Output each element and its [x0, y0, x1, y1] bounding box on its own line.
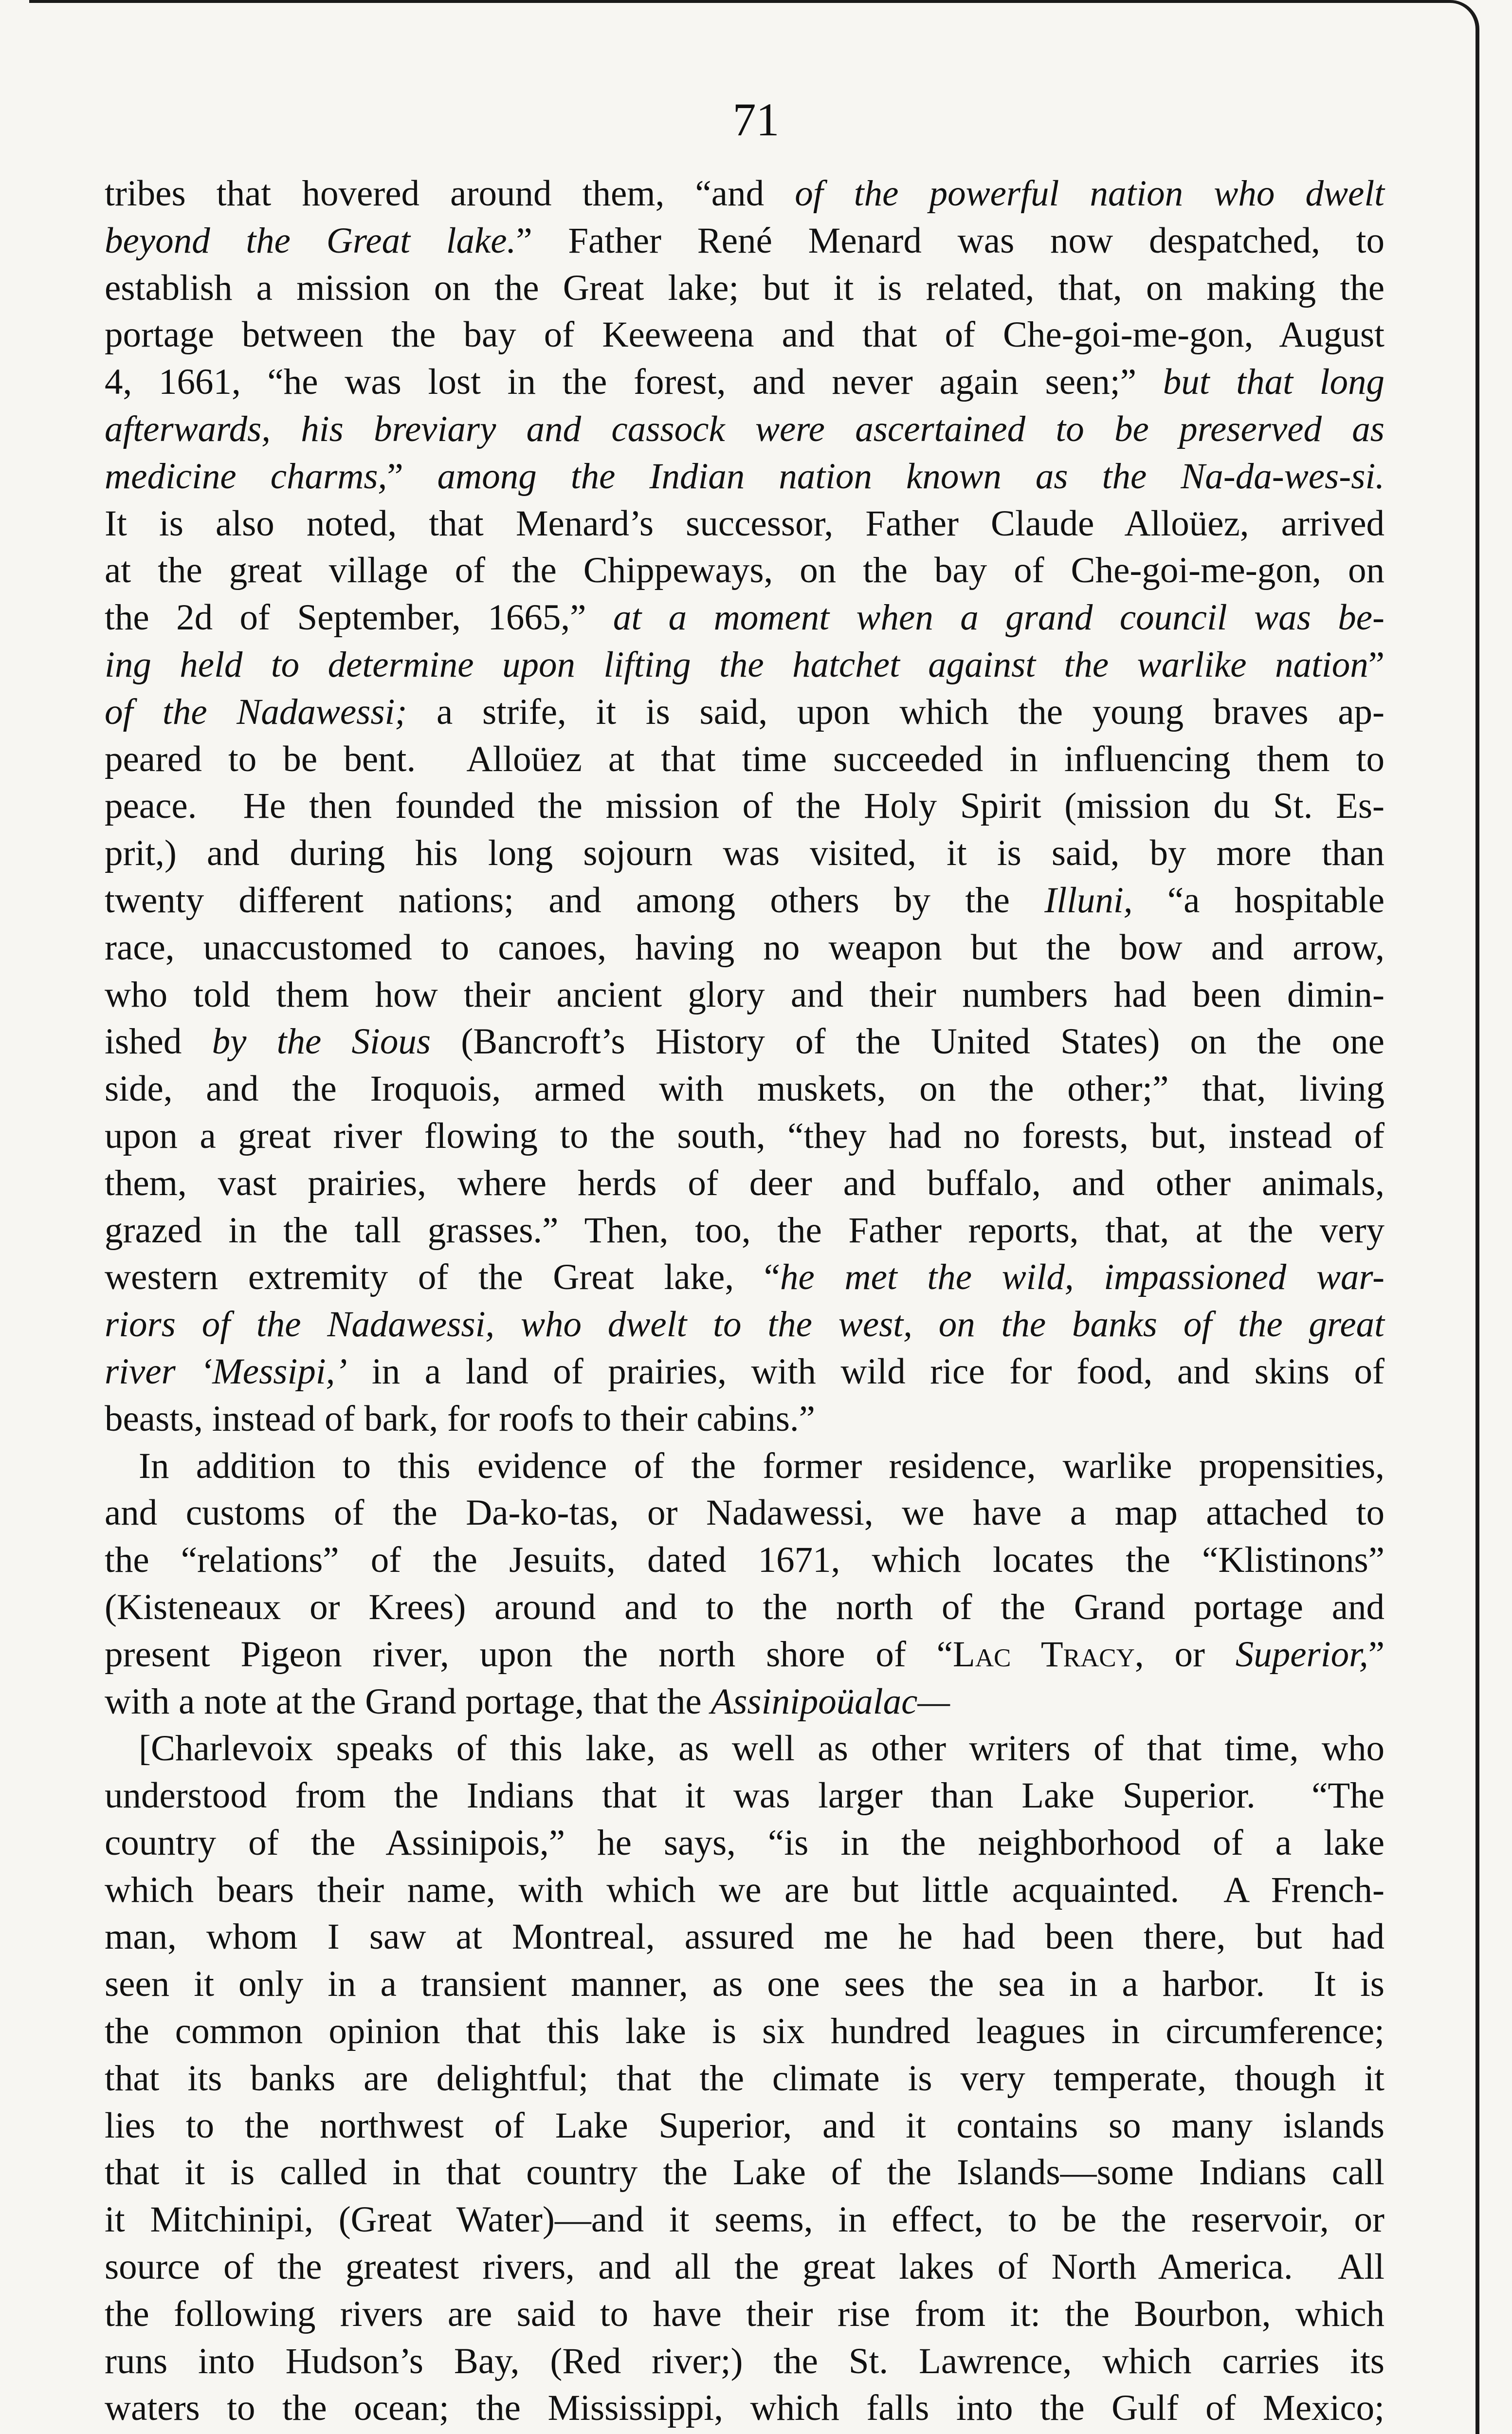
- text-line: [105, 642, 1384, 689]
- text-run: 4, 1661, “he was lost in the forest, and never again seen;”: [105, 362, 1163, 403]
- text-run: that it is called in that country the Lake of the Islands—some Indians call: [105, 2152, 1384, 2193]
- text-run: at the great village of the Chippeways, on the bay of Che-goi-me-gon, on: [105, 550, 1384, 591]
- text-run: understood from the Indians that it was larger than Lake Superior. “The: [105, 1775, 1384, 1816]
- text-run: seen it only in a transient manner, as one sees the sea in a harbor. It is: [105, 1964, 1384, 2005]
- body-text: [105, 170, 1384, 2434]
- text-run: the common opinion that this lake is six hundred leagues in circumference;: [105, 2011, 1384, 2052]
- text-run: ished: [105, 1021, 212, 1062]
- text-line: [105, 1772, 1384, 1820]
- text-run: peace. He then founded the mission of the Holy Spirit (mission du St. Es-: [105, 786, 1384, 827]
- text-line: [105, 2385, 1384, 2432]
- paragraph: [105, 1725, 1384, 2434]
- text-line: [105, 359, 1384, 406]
- text-run: them, vast prairies, where herds of deer and buffalo, and other animals,: [105, 1162, 1384, 1203]
- paragraph: [105, 170, 1384, 1443]
- text-run: peared to be bent. Alloüez at that time succeeded in influencing them to: [105, 738, 1384, 779]
- text-line: [105, 1301, 1384, 1348]
- italic-text: at a moment when a grand council was be-: [613, 597, 1384, 638]
- text-line: [105, 924, 1384, 972]
- text-run: prit,) and during his long sojourn was visited, it is said, by more than: [105, 833, 1384, 874]
- text-run: side, and the Iroquois, armed with muskets, on the other;” that, living: [105, 1069, 1384, 1109]
- text-line: [105, 453, 1384, 500]
- text-run: ”: [1368, 644, 1384, 685]
- text-run: beasts, instead of bark, for roofs to their cabins.”: [105, 1398, 815, 1439]
- text-line: [105, 877, 1384, 924]
- text-line: [105, 1490, 1384, 1537]
- text-run: the 2d of September, 1665,”: [105, 597, 613, 638]
- text-run: [Charlevoix speaks of this lake, as well as other writers of that time, who: [139, 1728, 1384, 1769]
- text-run: country of the Assinipois,” he says, “is in the neighborhood of a lake: [105, 1822, 1384, 1863]
- text-run: It is also noted, that Menard’s successor, Father Claude Alloüez, arrived: [105, 503, 1384, 544]
- text-line: [105, 830, 1384, 877]
- text-line: [105, 1820, 1384, 1867]
- text-run: man, whom I saw at Montreal, assured me he had been there, but had: [105, 1917, 1384, 1957]
- italic-text: afterwards, his breviary and cassock were ascertained to be preserved as: [105, 408, 1384, 449]
- text-run: lies to the northwest of Lake Superior, and it contains so many islands: [105, 2105, 1384, 2146]
- italic-text: among the Indian nation known as the Na-da-wes-si.: [437, 456, 1384, 497]
- text-line: [105, 972, 1384, 1019]
- text-line: [105, 547, 1384, 594]
- text-line: [105, 2244, 1384, 2291]
- italic-text: ing held to determine upon lifting the hatchet against the warlike nation: [105, 644, 1368, 685]
- text-run: who told them how their ancient glory and their numbers had been dimin-: [105, 974, 1384, 1015]
- italic-text: river ‘Messipi,’: [105, 1351, 347, 1392]
- paragraph: [105, 1443, 1384, 1726]
- text-line: [105, 265, 1384, 312]
- text-line: [105, 783, 1384, 830]
- text-line: [105, 1678, 1384, 1726]
- text-line: [105, 1537, 1384, 1584]
- text-run: ”: [387, 456, 437, 497]
- text-run: present Pigeon river, upon the north shore of “: [105, 1634, 953, 1675]
- italic-text: beyond the Great lake.: [105, 220, 516, 261]
- text-line: [105, 1348, 1384, 1396]
- text-run: western extremity of the Great lake, “: [105, 1257, 781, 1298]
- italic-text: Superior,: [1235, 1634, 1368, 1675]
- text-line: [105, 1725, 1384, 1772]
- text-line: [105, 312, 1384, 359]
- text-line: [105, 2291, 1384, 2338]
- italic-text: riors of the Nadawessi, who dwelt to the west, on the banks of the great: [105, 1304, 1384, 1345]
- text-run: (Bancroft’s History of the United States) on the one: [431, 1021, 1384, 1062]
- text-line: [105, 1160, 1384, 1207]
- text-line: [105, 594, 1384, 642]
- text-line: [105, 2055, 1384, 2102]
- text-run: which bears their name, with which we are but little acquainted. A French-: [105, 1869, 1384, 1910]
- text-line: [105, 1584, 1384, 1631]
- italic-text: of the Nadawessi;: [105, 691, 407, 732]
- text-run: upon a great river flowing to the south, “they had no forests, but, instead of: [105, 1115, 1384, 1156]
- text-line: [105, 1443, 1384, 1490]
- text-run: waters to the ocean; the Mississippi, which falls into the Gulf of Mexico;: [105, 2388, 1384, 2429]
- text-line: [105, 1961, 1384, 2008]
- text-line: [105, 170, 1384, 218]
- text-line: [105, 1018, 1384, 1066]
- text-line: [105, 1867, 1384, 1914]
- text-run: a strife, it is said, upon which the young braves ap-: [407, 691, 1384, 732]
- text-line: [105, 2149, 1384, 2196]
- text-line: [105, 1631, 1384, 1678]
- text-run: it Mitchinipi, (Great Water)—and it seems, in effect, to be the reservoir, or: [105, 2199, 1384, 2240]
- italic-text: medicine charms,: [105, 456, 387, 497]
- text-run: twenty different nations; and among others by the: [105, 880, 1045, 921]
- text-run: portage between the bay of Keeweena and that of Che-goi-me-gon, August: [105, 314, 1384, 355]
- text-run: with a note at the Grand portage, that the: [105, 1681, 711, 1722]
- text-run: ” Father René Menard was now despatched, to: [516, 220, 1384, 261]
- text-run: “a hospitable: [1132, 880, 1384, 921]
- text-run: in a land of prairies, with wild rice for food, and skins of: [347, 1351, 1384, 1392]
- text-line: [105, 2102, 1384, 2150]
- text-line: [105, 2196, 1384, 2244]
- text-run: source of the greatest rivers, and all the great lakes of North America. All: [105, 2247, 1384, 2287]
- italic-text: Assinipoüalac—: [710, 1681, 950, 1722]
- text-line: [105, 218, 1384, 265]
- text-line: [105, 689, 1384, 736]
- text-run: race, unaccustomed to canoes, having no weapon but the bow and arrow,: [105, 927, 1384, 968]
- text-line: [105, 1396, 1384, 1443]
- small-caps-text: Lac Tracy: [952, 1634, 1135, 1675]
- text-line: [105, 500, 1384, 548]
- text-line: [105, 406, 1384, 453]
- text-run: grazed in the tall grasses.” Then, too, the Father reports, that, at the very: [105, 1210, 1384, 1251]
- text-line: [105, 1066, 1384, 1113]
- text-line: [105, 1914, 1384, 1961]
- italic-text: he met the wild, impassioned war-: [780, 1257, 1385, 1298]
- text-line: [105, 1207, 1384, 1254]
- italic-text: by the Sious: [212, 1021, 431, 1062]
- italic-text: Illuni,: [1044, 880, 1133, 921]
- text-run: (Kisteneaux or Krees) around and to the north of the Grand portage and: [105, 1586, 1384, 1627]
- italic-text: but that long: [1163, 362, 1384, 403]
- text-run: the “relations” of the Jesuits, dated 1671, which locates the “Klistinons”: [105, 1540, 1384, 1581]
- text-run: that its banks are delightful; that the climate is very temperate, though it: [105, 2058, 1384, 2099]
- text-run: runs into Hudson’s Bay, (Red river;) the St. Lawrence, which carries its: [105, 2341, 1384, 2381]
- text-line: [105, 1113, 1384, 1160]
- text-run: In addition to this evidence of the former residence, warlike propensities,: [139, 1445, 1384, 1486]
- text-line: [105, 2008, 1384, 2055]
- page-number: 71: [732, 93, 780, 146]
- text-run: ”: [1368, 1634, 1384, 1675]
- italic-text: of the powerful nation who dwelt: [795, 173, 1385, 214]
- text-run: , or: [1134, 1634, 1236, 1675]
- text-line: [105, 1254, 1384, 1301]
- text-line: [105, 736, 1384, 783]
- text-run: and customs of the Da-ko-tas, or Nadawessi, we have a map attached to: [105, 1493, 1384, 1533]
- text-line: [105, 2338, 1384, 2385]
- text-run: establish a mission on the Great lake; but it is related, that, on making the: [105, 267, 1384, 308]
- text-run: the following rivers are said to have their rise from it: the Bourbon, which: [105, 2293, 1384, 2334]
- text-line: [105, 2432, 1384, 2434]
- text-run: tribes that hovered around them, “and: [105, 173, 795, 214]
